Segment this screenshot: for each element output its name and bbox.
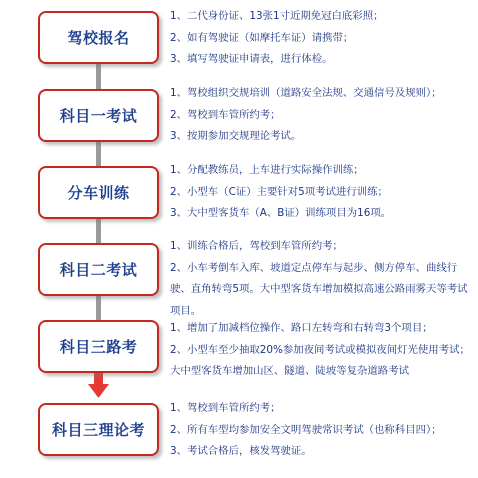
step-title: 科目二考试 xyxy=(59,261,138,279)
step-details-subject-one xyxy=(170,83,475,148)
step-box-road-test xyxy=(38,320,159,373)
step-title: 科目一考试 xyxy=(59,107,138,125)
step-box-registration xyxy=(38,11,159,64)
step-title: 科目三理论考 xyxy=(51,421,145,439)
step-box-subject-one xyxy=(38,89,159,142)
detail-item: 1、训练合格后，驾校到车管所约考； xyxy=(170,240,343,252)
step-details-registration xyxy=(170,6,475,71)
detail-item: 1、增加了加减档位操作、路口左转弯和右转弯3个项目； xyxy=(170,322,433,334)
connector-2-3 xyxy=(96,141,101,169)
step-title: 分车训练 xyxy=(67,184,130,202)
detail-item: 1、分配教练员，上车进行实际操作训练； xyxy=(170,164,364,176)
step-title: 科目三路考 xyxy=(59,338,138,356)
detail-item: 1、二代身份证、13张1寸近期免冠白底彩照； xyxy=(170,10,384,22)
step-box-theory-test xyxy=(38,403,159,456)
red-down-arrow-icon xyxy=(88,369,109,398)
step-box-vehicle-training xyxy=(38,166,159,219)
detail-item: 1、驾校组织交规培训（道路安全法规、交通信号及规则）； xyxy=(170,87,442,99)
detail-item: 2、驾校到车管所约考； xyxy=(170,108,281,121)
detail-item: 2、小型车（C证）主要针对5项考试进行训练； xyxy=(170,185,388,198)
connector-3-4 xyxy=(96,217,101,246)
detail-item: 3、大中型客货车（A、B证）训练项目为16项。 xyxy=(170,207,392,219)
step-details-vehicle-training xyxy=(170,160,475,225)
detail-item: 2、如有驾驶证（如摩托车证）请携带； xyxy=(170,31,354,44)
connector-4-5 xyxy=(96,294,101,322)
detail-item: 3、按期参加交规理论考试。 xyxy=(170,130,302,142)
step-details-theory-test xyxy=(170,398,475,463)
detail-item: 2、小型车至少抽取20%参加夜间考试或模拟夜间灯光使用考试；大中型客货车增加山区、隧道、陡坡等复杂道路考试 xyxy=(170,343,470,377)
step-details-subject-two xyxy=(170,236,475,322)
step-details-road-test xyxy=(170,318,475,383)
step-title: 驾校报名 xyxy=(67,29,130,47)
detail-item: 2、小车考倒车入库、坡道定点停车与起步、侧方停车、曲线行驶、直角转弯5项。大中型客货车增加模拟高速公路雨雾天等考试项目。 xyxy=(170,261,468,317)
detail-item: 3、考试合格后，核发驾驶证。 xyxy=(170,445,312,457)
detail-item: 2、所有车型均参加安全文明驾驶常识考试（也称科目四）； xyxy=(170,423,442,436)
step-box-subject-two xyxy=(38,243,159,296)
detail-item: 1、驾校到车管所约考； xyxy=(170,402,281,414)
detail-item: 3、填写驾驶证申请表，进行体检。 xyxy=(170,53,333,65)
